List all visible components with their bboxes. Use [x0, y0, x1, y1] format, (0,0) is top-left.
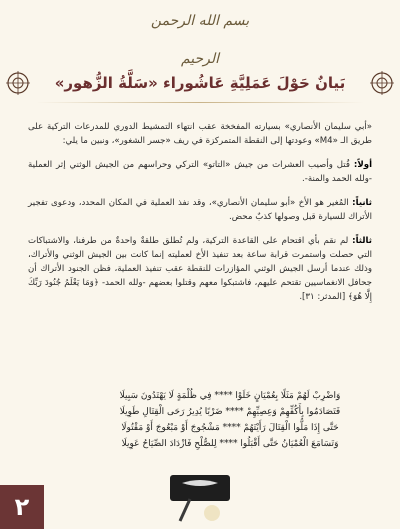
- page-number-badge: ٢: [0, 485, 44, 529]
- poem-block: [80, 388, 380, 452]
- point-one-label: أولاً:: [353, 160, 373, 170]
- basmala-calligraphy: بسم الله الرحمن الرحيم: [150, 13, 250, 67]
- title-divider: [36, 102, 364, 103]
- statement-title: بَيانٌ حَوْلَ عَمَلِيَّةِ عَاشُوراء «سَلَّةُ الزُّهور»: [54, 74, 346, 92]
- intro-paragraph: «أبي سليمان الأنصاري» بسيارته المفخخة عقب انتهاء التمشيط الدوري للمدرعات التركية على طريق الـ «M4» وعودتها إلى النقطة المتمركزة في ريف «جسر الشغور»، ونبين ما يلي:: [28, 122, 372, 146]
- poem-line: وَتَسَامَعَ الْعُمْيَانُ حَتَّى أَقْبَلُوا **** لِلصُّلْحِ فَازْدَادَ الصِّيَاحُ عَوِيلَا: [121, 439, 339, 449]
- point-three-label: ثالثاً:: [352, 236, 372, 246]
- poem-line: فَتَصَادَمُوا بِأَكُفِّهِمْ وَعِصِيِّهِمْ **** ضَرْبًا يُدِيرُ رَحَى الْقِتَالِ طَوِيلَا: [119, 407, 341, 417]
- ornament-left-icon: [5, 70, 31, 96]
- point-two-label: ثانياً:: [352, 198, 373, 208]
- ornament-right-icon: [369, 70, 395, 96]
- point-three-text: لم نقم بأي اقتحام على القاعدة التركية، ولم تُطلق طلقةٌ واحدةٌ من طرفنا، والاشتباكات التي حصلت واستمرت قرابة ساعة بعد تنفيذ الأخ لعمليته إنما كانت بين الجيش الوثني والأتراك، وذلك عندما أرسل الجيش الوثني المؤازرات للنقطة عقب تنفيذ العملية، فظن الجنود الأتراك أن جحافل الانغماسيين تقتحم عليهم، فاشتبكوا معهم وقتلوا بعضهم -ولله الحمد- ﴿وَمَا يَعْلَمُ جُنُودَ رَبِّكَ إِلَّا هُوَ﴾ [المدثر: ٣١].: [28, 236, 372, 302]
- poem-line: وَاضْرِبْ لَهُمْ مَثَلًا بِعُمْيَانٍ خَلَوْا **** فِي ظُلْمَةٍ لَا يَهْتَدُونَ سَبِيلَا: [119, 391, 341, 401]
- point-two: [28, 196, 372, 224]
- point-two-text: المُغير هو الأخ «أبو سليمان الأنصاري»، وقد نفذ العملية في المكان المحدد، ودعوى تفجير الأتراك للسيارة قبل وصولها كذبٌ محض.: [28, 198, 372, 222]
- poem-line: حَتَّى إِذَا مَلُّوا الْقِتَالَ رَأَيْتَهُمْ **** مَشْجُوجَ أَوْ مَبْعُوجَ أَوْ مَقْتُولَا: [121, 423, 339, 433]
- point-one-text: قُتل وأصيب العشرات من جيش «التاتو» التركي وحراسهم من الجيش الوثني إثر العملية -ولله الحمد والمنة-.: [28, 160, 372, 184]
- group-logo-icon: [160, 471, 240, 525]
- point-one: [28, 158, 372, 186]
- point-three: [28, 234, 372, 304]
- statement-body: [28, 120, 372, 314]
